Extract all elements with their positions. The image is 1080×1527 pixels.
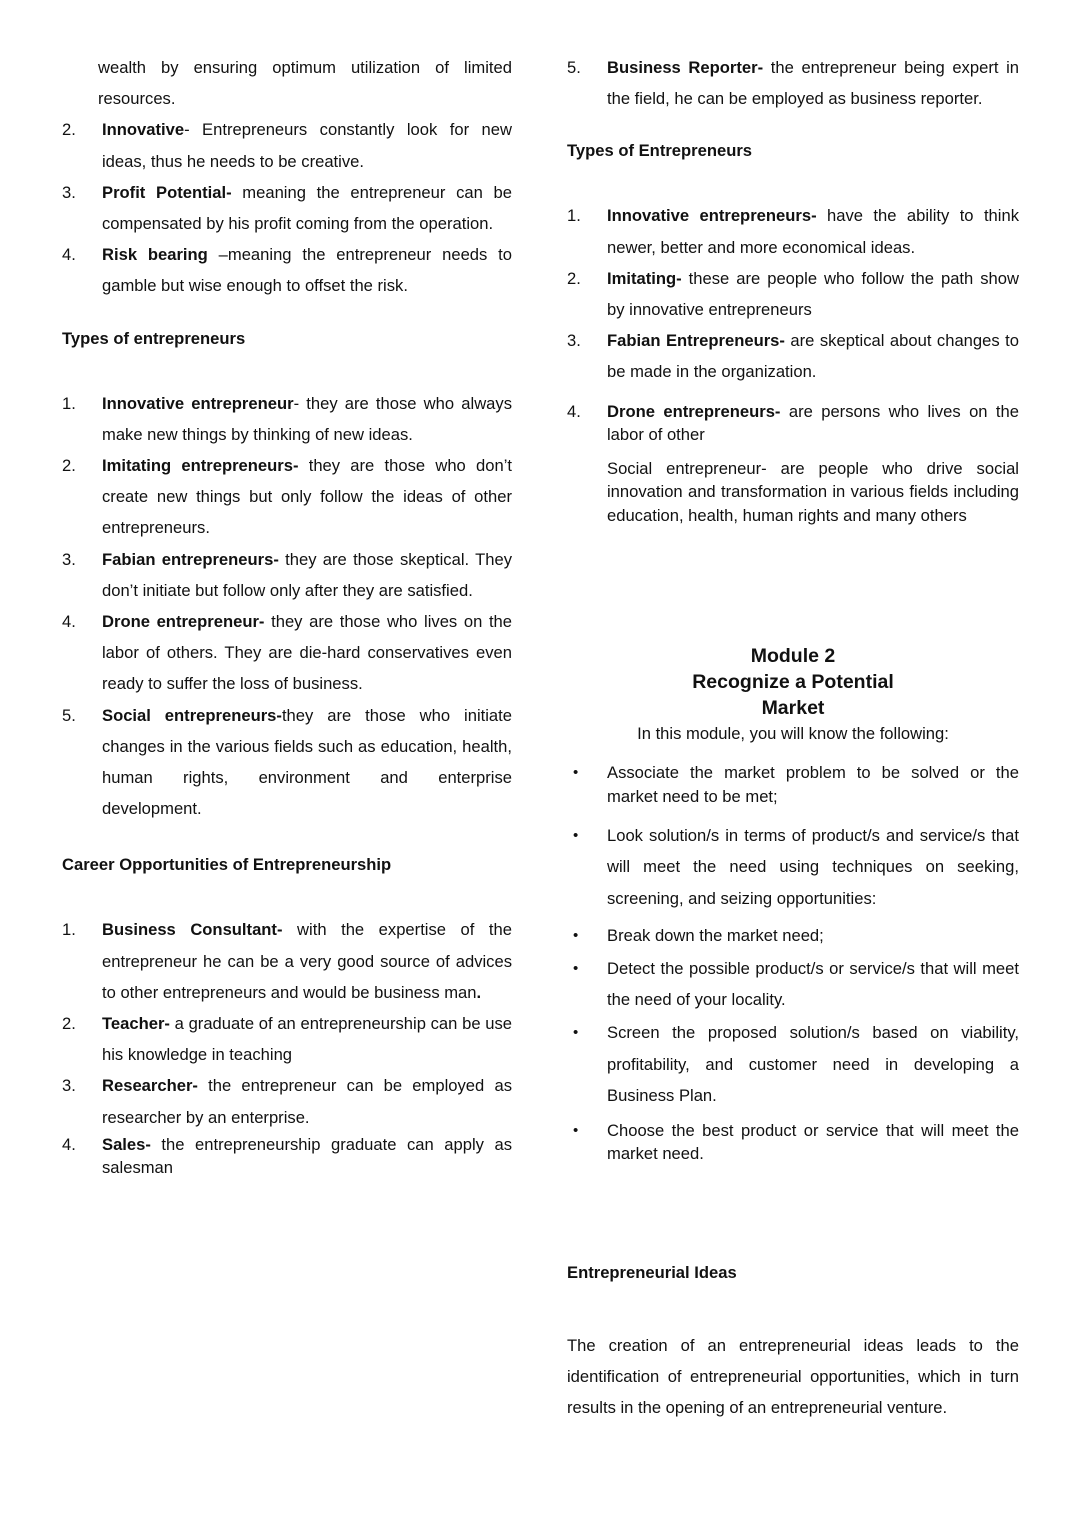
item-lead: Drone entrepreneur- (102, 612, 265, 632)
spacer (567, 597, 1019, 643)
item-text: they are those who initiate changes in the various fields such as education, health, human rights, environment and enterprise development. (102, 705, 513, 819)
section-heading-types-of-entrepreneurs-right: Types of Entrepreneurs (567, 141, 753, 161)
spacer (567, 1284, 1019, 1330)
item-lead: Business Reporter- (607, 58, 764, 77)
spacer (567, 162, 1019, 200)
types-of-entrepreneurs-list (62, 388, 512, 825)
spacer (62, 302, 512, 328)
item-text: are people who drive social innovation and transformation in various fields including education, health, human rights and many others (607, 458, 1019, 525)
spacer (62, 876, 512, 914)
list-item (567, 820, 1019, 914)
module-title-line-2: Recognize a Potential (692, 671, 894, 694)
spacer (567, 527, 1019, 597)
item-trailing-bold: . (476, 982, 482, 1002)
item-text: they are those who lives on the labor of others. They are die-hard conservatives even ready to suffer the loss of business. (102, 612, 513, 694)
list-marker: 2. (62, 456, 76, 476)
bullet-icon: • (573, 959, 579, 977)
list-item (567, 1119, 1019, 1166)
item-text: Screen the proposed solution/s based on viability, profitability, and customer need in developing a Business Plan. (607, 1023, 1019, 1105)
list-marker: 5. (567, 58, 581, 77)
item-lead: Fabian entrepreneurs- (102, 549, 279, 569)
item-text: these are people who follow the path show by innovative entrepreneurs (607, 268, 1019, 320)
career-opportunities-list (62, 914, 512, 1179)
item-lead: Profit Potential- (102, 182, 232, 202)
item-lead: Innovative (102, 120, 185, 140)
item-lead: Imitating entrepreneurs- (102, 456, 299, 476)
list-item (62, 450, 512, 544)
list-marker: 4. (567, 401, 581, 421)
item-lead: Innovative entrepreneur (102, 393, 294, 413)
item-lead: Social entrepreneur- (607, 458, 767, 478)
list-item (62, 177, 512, 239)
item-lead: Imitating- (607, 268, 682, 288)
spacer (567, 1236, 1019, 1262)
spacer (567, 447, 1019, 457)
left-column (62, 52, 512, 1180)
continued-paragraph: wealth by ensuring optimum utilization of limited resources. (98, 58, 512, 109)
item-text: the entrepreneur being expert in the field, he can be employed as business reporter. (607, 58, 1019, 109)
module-title-line-3: Market (761, 697, 825, 720)
list-marker: 2. (62, 120, 76, 140)
module-objectives-list (567, 761, 1019, 1166)
list-item (567, 325, 1019, 387)
list-marker: 1. (62, 920, 76, 940)
career-opportunities-continued-list (567, 52, 1019, 114)
spacer (62, 350, 512, 388)
two-column-layout (62, 52, 1035, 1424)
list-item (62, 1070, 512, 1132)
spacer (567, 114, 1019, 140)
spacer (567, 747, 1019, 761)
list-marker: 3. (62, 182, 76, 202)
item-text: Look solution/s in terms of product/s and service/s that will meet the need using techniques on seeking, screening, and seizing opportunities: (607, 826, 1019, 908)
list-item (567, 52, 1019, 114)
list-item (62, 239, 512, 301)
list-marker: 4. (62, 1134, 76, 1154)
item-text: are skeptical about changes to be made in the organization. (607, 331, 1019, 382)
item-text: Break down the market need; (607, 925, 824, 945)
list-item (567, 200, 1019, 262)
item-text: meaning the entrepreneur can be compensated by his profit coming from the operation. (102, 182, 512, 234)
item-text: with the expertise of the entrepreneur he can be a very good source of advices to other entrepreneurs and would be business man (102, 920, 512, 1002)
list-marker: 3. (62, 1076, 76, 1096)
list-item (62, 1133, 512, 1180)
list-item (62, 388, 512, 450)
list-item (567, 920, 1019, 951)
item-lead: Risk bearing (102, 245, 219, 265)
section-heading-types-of-entrepreneurs: Types of entrepreneurs (62, 328, 246, 348)
section-heading-entrepreneurial-ideas: Entrepreneurial Ideas (567, 1262, 737, 1282)
types-of-entrepreneurs-list-right (567, 200, 1019, 446)
list-item (567, 263, 1019, 325)
item-lead: Business Consultant- (102, 920, 283, 940)
list-item (62, 606, 512, 700)
item-text: have the ability to think newer, better and more economical ideas. (607, 206, 1019, 257)
spacer (567, 1166, 1019, 1236)
item-text: - Entrepreneurs constantly look for new ideas, thus he needs to be creative. (102, 120, 512, 171)
item-text: they are those who don’t create new things but only follow the ideas of other entrepreneurs. (102, 456, 512, 538)
item-text: the entrepreneur can be employed as researcher by an enterprise. (102, 1076, 512, 1127)
bullet-icon: • (573, 764, 579, 782)
list-marker: 2. (62, 1014, 76, 1034)
list-item (62, 1008, 512, 1070)
item-lead: Teacher- (102, 1014, 170, 1034)
list-marker: 4. (62, 245, 76, 265)
entrepreneur-traits-list (62, 114, 512, 301)
list-marker: 4. (62, 612, 76, 632)
social-entrepreneur-block (607, 457, 1019, 528)
spacer (62, 824, 512, 854)
list-item (567, 761, 1019, 808)
module-intro-text: In this module, you will know the following: (637, 724, 949, 744)
list-marker: 1. (567, 206, 581, 226)
right-column (567, 52, 1019, 1424)
item-text: they are those skeptical. They don’t initiate but follow only after they are satisfied. (102, 549, 512, 600)
list-item (62, 914, 512, 1008)
item-text: - they are those who always make new things by thinking of new ideas. (102, 393, 512, 444)
item-lead: Social entrepreneurs- (102, 705, 282, 725)
item-text: Detect the possible product/s or service/s that will meet the need of your locality. (607, 958, 1019, 1010)
module-title-line-1: Module 2 (750, 645, 836, 668)
section-heading-career-opportunities: Career Opportunities of Entrepreneurship (62, 855, 392, 875)
bullet-icon: • (573, 827, 579, 845)
list-marker: 3. (567, 331, 581, 351)
list-item (62, 114, 512, 176)
continued-paragraph-wrapper (98, 52, 512, 114)
item-text: are persons who lives on the labor of other (607, 401, 1019, 445)
list-marker: 2. (567, 268, 581, 288)
item-lead: Researcher- (102, 1076, 198, 1096)
list-marker: 1. (62, 393, 76, 413)
item-lead: Fabian Entrepreneurs- (607, 331, 785, 351)
item-text: the entrepreneurship graduate can apply as salesman (102, 1134, 512, 1178)
list-item (62, 700, 512, 825)
list-item (567, 953, 1019, 1015)
item-lead: Drone entrepreneurs- (607, 401, 781, 421)
item-lead: Innovative entrepreneurs- (607, 206, 817, 226)
item-text: a graduate of an entrepreneurship can be use his knowledge in teaching (102, 1014, 512, 1065)
item-text: Associate the market problem to be solved or the market need to be met; (607, 763, 1019, 806)
item-text: Choose the best product or service that will meet the market need. (607, 1120, 1019, 1164)
list-marker: 5. (62, 705, 76, 725)
social-entrepreneur-paragraph (607, 457, 1019, 528)
list-item (62, 544, 512, 606)
list-item (567, 1017, 1019, 1111)
bullet-icon: • (573, 1121, 579, 1139)
list-item (567, 400, 1019, 447)
bullet-icon: • (573, 926, 579, 944)
item-lead: Sales- (102, 1134, 151, 1154)
item-text: –meaning the entrepreneur needs to gamble but wise enough to offset the risk. (102, 245, 512, 296)
bullet-icon: • (573, 1024, 579, 1042)
entrepreneurial-ideas-paragraph: The creation of an entrepreneurial ideas leads to the identification of entrepreneurial opportunities, which in turn results in the opening of an entrepreneurial venture. (567, 1335, 1019, 1418)
list-marker: 3. (62, 549, 76, 569)
